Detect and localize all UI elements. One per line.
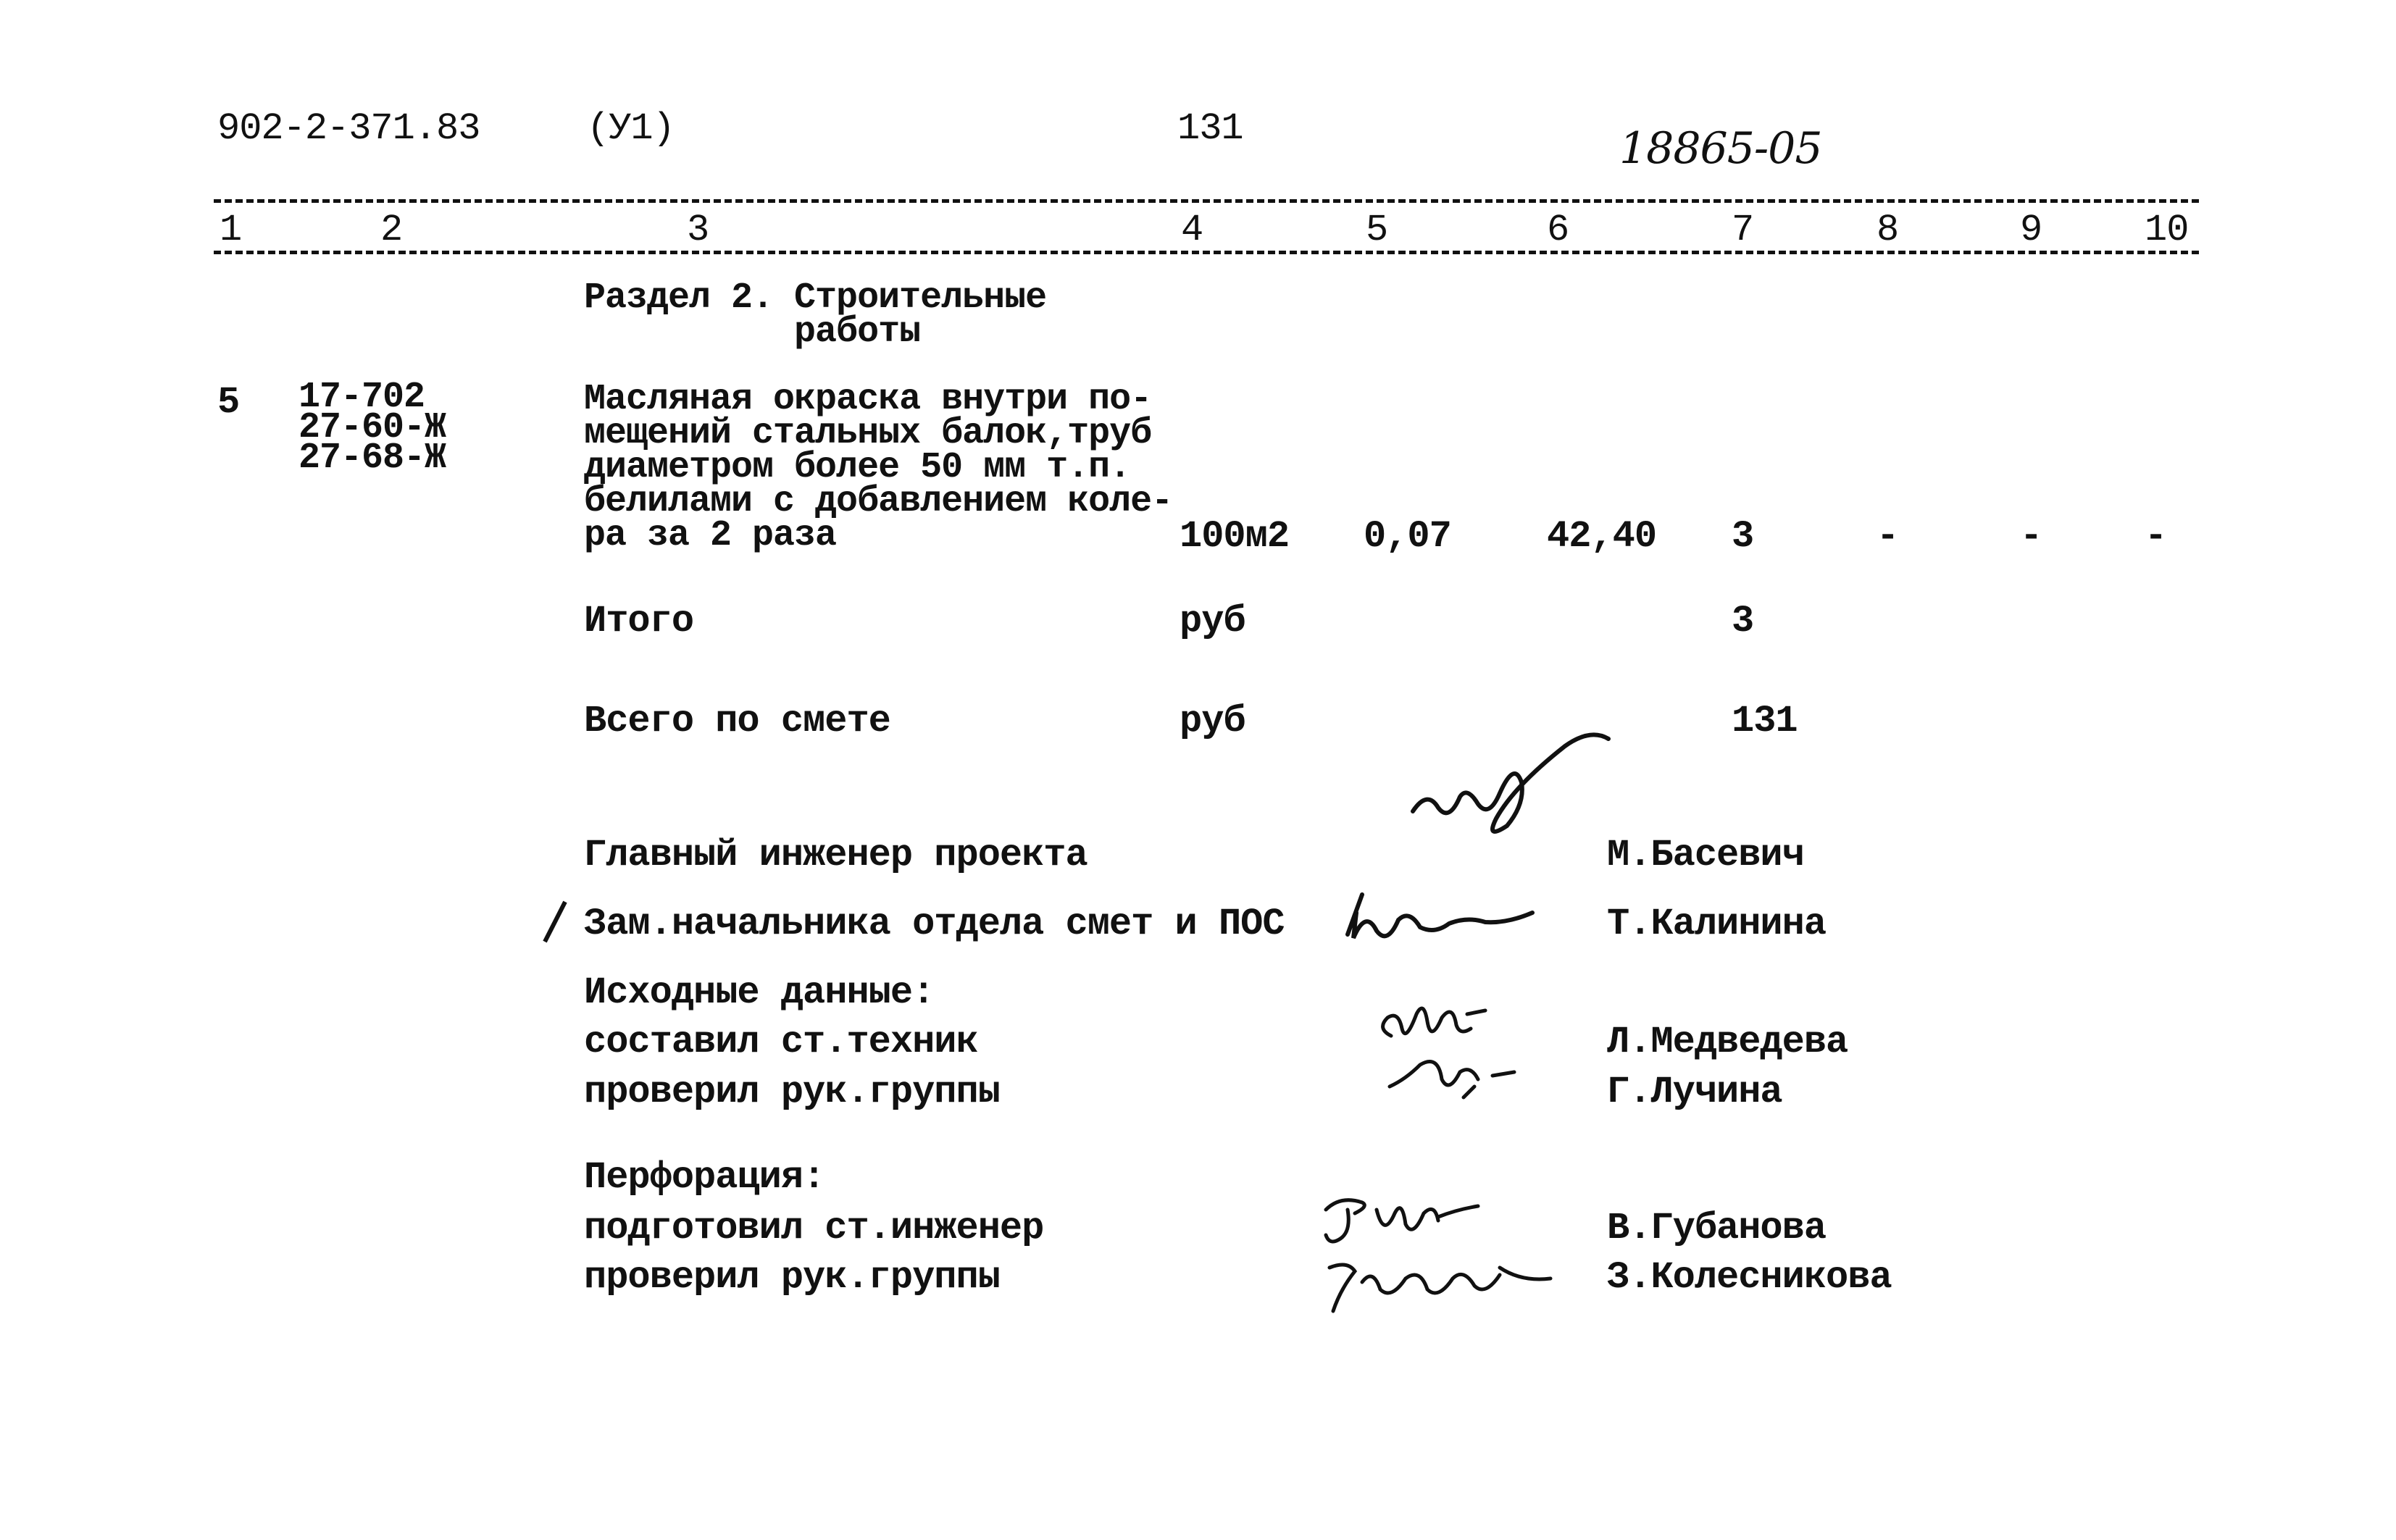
compiled-by-title: составил ст.техник (584, 1021, 978, 1063)
column-number-8: 8 (1877, 209, 1899, 251)
column-number-4: 4 (1181, 209, 1203, 251)
signature-chief-engineer (1398, 717, 1637, 848)
perforation-heading: Перфорация: (584, 1156, 825, 1199)
page-number: 131 (1177, 107, 1243, 150)
row-unit-price: 42,40 (1547, 515, 1657, 558)
header-top-rule (214, 199, 2199, 203)
signature-prepared-by (1311, 1181, 1587, 1326)
checked-by-2-name: З.Колесникова (1607, 1256, 1892, 1299)
row-total: 3 (1732, 515, 1754, 558)
chief-engineer-title: Главный инженер проекта (584, 834, 1088, 876)
vsego-label: Всего по смете (584, 700, 890, 742)
row-quantity: 0,07 (1364, 515, 1451, 558)
row-unit: 100м2 (1180, 515, 1290, 558)
vsego-unit: руб (1180, 700, 1245, 742)
deputy-head-title: Зам.начальника отдела смет и ПОС (584, 903, 1285, 945)
variant-label: (У1) (587, 107, 675, 150)
row-col10: - (2145, 515, 2167, 558)
vsego-value: 131 (1732, 700, 1798, 742)
checked-by-title: проверил рук.группы (584, 1071, 1000, 1113)
row-col9: - (2020, 515, 2042, 558)
checked-by-name: Г.Лучина (1607, 1071, 1782, 1113)
chief-engineer-name: М.Басевич (1607, 834, 1804, 876)
itogo-value: 3 (1732, 600, 1754, 643)
column-number-5: 5 (1366, 209, 1388, 251)
signature-compiled-by (1369, 985, 1529, 1108)
column-number-9: 9 (2020, 209, 2042, 251)
itogo-unit: руб (1180, 600, 1245, 643)
prepared-by-name: В.Губанова (1607, 1207, 1827, 1250)
checked-by-2-title: проверил рук.группы (584, 1256, 1000, 1299)
column-number-10: 10 (2145, 209, 2189, 251)
source-data-heading: Исходные данные: (584, 971, 935, 1014)
column-number-2: 2 (380, 209, 403, 251)
column-number-6: 6 (1547, 209, 1569, 251)
row-col8: - (1877, 515, 1899, 558)
row-description: Масляная окраска внутри по- мещений стальных балок,труб диаметром более 50 мм т.п. белилами с добавлением коле- ра за 2 раза (584, 379, 1173, 556)
prepared-by-title: подготовил ст.инженер (584, 1207, 1044, 1250)
column-number-1: 1 (220, 209, 242, 251)
row-norm-codes: 17-702 27-60-Ж 27-68-Ж (299, 377, 446, 479)
itogo-label: Итого (584, 600, 694, 643)
margin-check-mark (536, 898, 580, 949)
handwritten-stamp-number: 18865-05 (1619, 123, 1822, 174)
header-bottom-rule (214, 251, 2199, 254)
section-title: Раздел 2. Строительные работы (584, 277, 1047, 353)
column-number-3: 3 (687, 209, 709, 251)
column-number-7: 7 (1732, 209, 1754, 251)
deputy-head-name: Т.Калинина (1607, 903, 1827, 945)
document-code: 902-2-371.83 (217, 107, 480, 150)
compiled-by-name: Л.Медведева (1607, 1021, 1848, 1063)
row-number: 5 (217, 381, 240, 424)
signature-deputy-head (1340, 880, 1543, 953)
